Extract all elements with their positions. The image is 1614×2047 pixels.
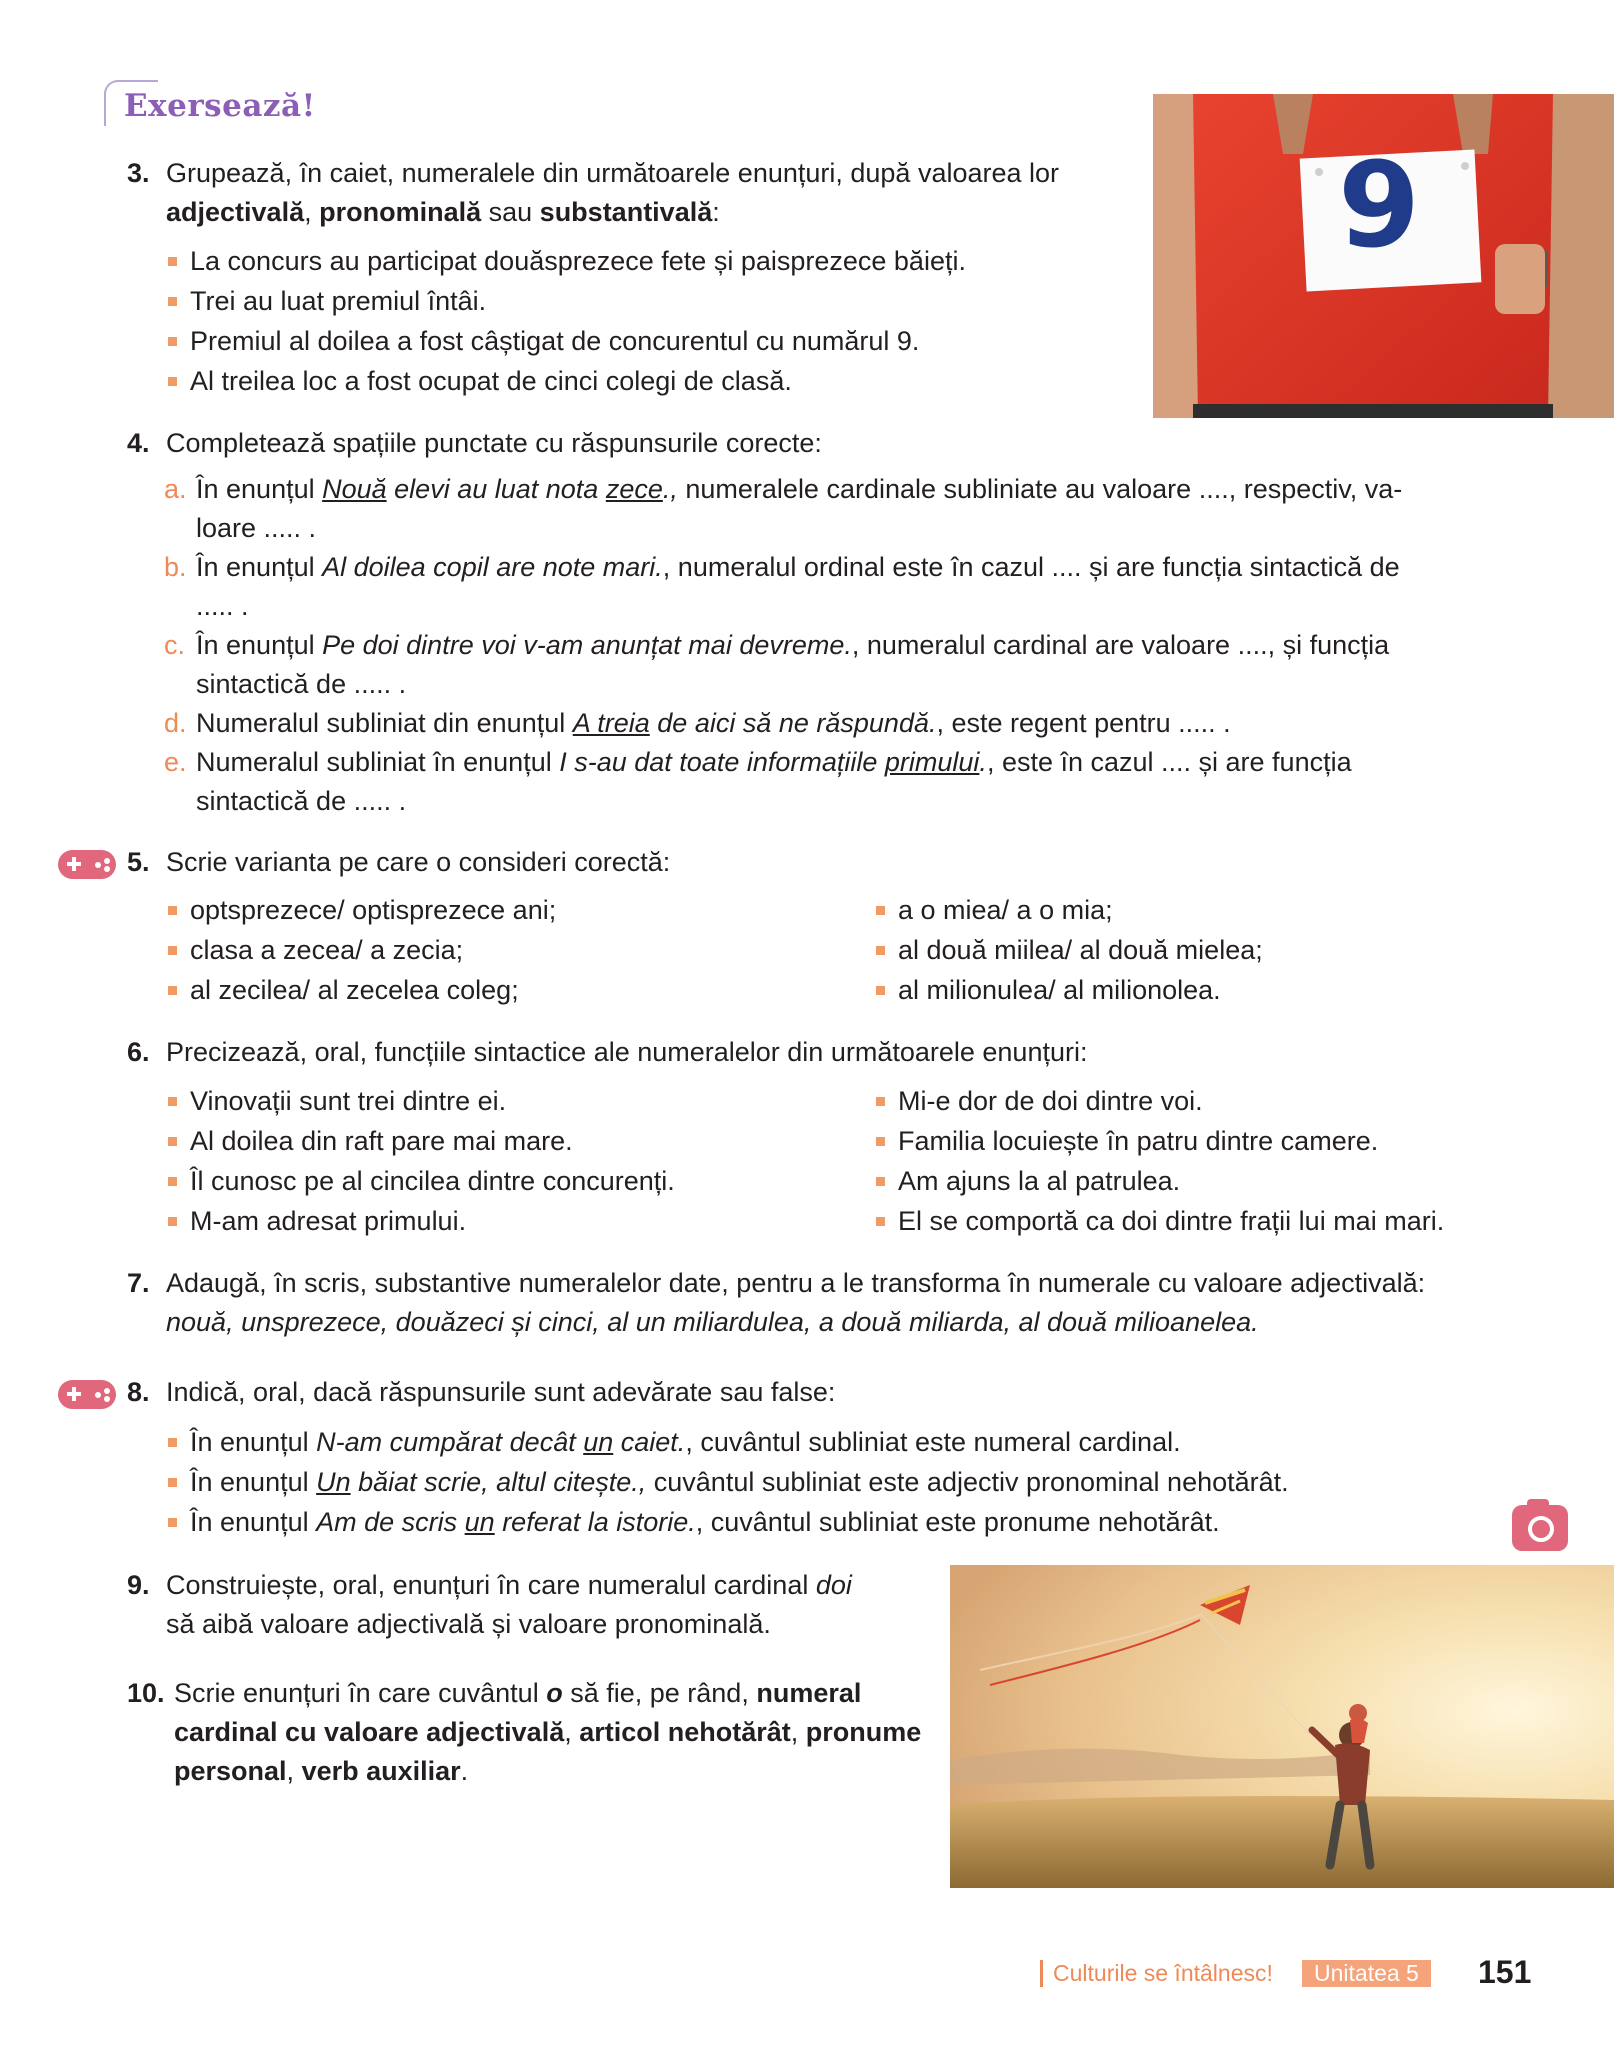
statement-list [166, 1422, 1289, 1542]
item-line: sintactică de ..... . [196, 786, 407, 816]
exercise-number: 9. [127, 1570, 150, 1600]
exercise-number: 4. [127, 428, 150, 458]
exercise-5-right-column [874, 890, 1263, 1010]
list-item: Al doilea din raft pare mai mare. [166, 1121, 675, 1161]
option-list [166, 890, 556, 1010]
item-letter: b. [164, 552, 187, 582]
instruction-line: Grupează, în caiet, numeralele din următoarele enunțuri, după valoarea lor [166, 158, 1060, 188]
race-bib-number: 9 [1338, 136, 1421, 274]
exercise-instruction: Precizează, oral, funcțiile sintactice ale numeralelor din următoarele enunțuri: [166, 1037, 1088, 1067]
exercise-5-left-column [166, 890, 556, 1010]
instruction-line: Adaugă, în scris, substantive numeralelor date, pentru a le transforma în numerale cu valoare adjectivală: [166, 1268, 1426, 1298]
instruction-line: personal, verb auxiliar. [174, 1756, 469, 1786]
sentence-list [874, 1081, 1444, 1241]
item-line: loare ..... . [196, 513, 317, 543]
game-controller-icon [58, 850, 116, 879]
section-heading: Exersează! [124, 88, 316, 124]
item-letter: d. [164, 708, 187, 738]
exercise-number: 10. [127, 1678, 165, 1708]
exercise-number: 7. [127, 1268, 150, 1298]
list-item: al zecilea/ al zecelea coleg; [166, 970, 556, 1010]
instruction-line: Scrie enunțuri în care cuvântul o să fie, pe rând, numeral [174, 1678, 862, 1708]
footer-unit-badge: Unitatea 5 [1302, 1960, 1431, 1987]
list-item: El se comportă ca doi dintre frații lui mai mari. [874, 1201, 1444, 1241]
exercise-number: 5. [127, 847, 150, 877]
list-item: al două miilea/ al două mielea; [874, 930, 1263, 970]
list-item: Premiul al doilea a fost câștigat de concurentul cu numărul 9. [166, 321, 966, 361]
list-item: La concurs au participat douăsprezece fete și paisprezece băieți. [166, 241, 966, 281]
list-item: Familia locuiește în patru dintre camere. [874, 1121, 1444, 1161]
exercise-6-right-column [874, 1081, 1444, 1241]
completion-item [164, 626, 1511, 704]
exercise-3-sentences [166, 241, 966, 401]
list-item: Îl cunosc pe al cincilea dintre concurenți. [166, 1161, 675, 1201]
exercise-number: 3. [127, 158, 150, 188]
list-item: Vinovații sunt trei dintre ei. [166, 1081, 675, 1121]
item-line: sintactică de ..... . [196, 669, 407, 699]
numeral-list: nouă, unsprezece, douăzeci și cinci, al un miliardulea, a două miliarda, al două milioanelea. [166, 1307, 1259, 1337]
list-item: Am ajuns la al patrulea. [874, 1161, 1444, 1201]
item-letter: c. [164, 630, 186, 660]
exercise-instruction [174, 1674, 921, 1791]
instruction-line: cardinal cu valoare adjectivală, articol nehotărât, pronume [174, 1717, 922, 1747]
exercise-instruction: Scrie varianta pe care o consideri corectă: [166, 847, 671, 877]
camera-icon [1512, 1505, 1568, 1551]
list-item: clasa a zecea/ a zecia; [166, 930, 556, 970]
page-number: 151 [1478, 1954, 1532, 1990]
instruction-line: să aibă valoare adjectivală și valoare pronominală. [166, 1609, 771, 1639]
game-controller-icon [58, 1380, 116, 1409]
list-item: În enunțul Am de scris un referat la istorie., cuvântul subliniat este pronume nehotărât. [166, 1502, 1289, 1542]
exercise-instruction [166, 1264, 1425, 1342]
list-item: M-am adresat primului. [166, 1201, 675, 1241]
exercise-number: 8. [127, 1377, 150, 1407]
list-item: a o miea/ a o mia; [874, 890, 1263, 930]
runner-photo [1153, 94, 1614, 418]
list-item: Trei au luat premiul întâi. [166, 281, 966, 321]
exercise-instruction: Completează spațiile punctate cu răspunsurile corecte: [166, 428, 822, 458]
item-letter: e. [164, 747, 187, 777]
item-line: ..... . [196, 591, 249, 621]
item-line: În enunțul Pe doi dintre voi v-am anunțat mai devreme., numeralul cardinal are valoare ...., și funcția [196, 630, 1390, 660]
completion-item [164, 470, 1511, 548]
list-item: Al treilea loc a fost ocupat de cinci colegi de clasă. [166, 361, 966, 401]
footer-divider [1040, 1960, 1043, 1987]
item-line: Numeralul subliniat din enunțul A treia de aici să ne răspundă., este regent pentru ..... . [196, 708, 1231, 738]
exercise-8-statements [166, 1422, 1289, 1542]
kite-photo [950, 1565, 1614, 1888]
item-line: În enunțul Al doilea copil are note mari., numeralul ordinal este în cazul .... și are funcția sintactică de [196, 552, 1400, 582]
option-list [874, 890, 1263, 1010]
completion-item [164, 548, 1511, 626]
exercise-instruction: Indică, oral, dacă răspunsurile sunt adevărate sau false: [166, 1377, 836, 1407]
sentence-list [166, 1081, 675, 1241]
item-line: Numeralul subliniat în enunțul I s-au dat toate informațiile primului., este în cazul .... și are funcția [196, 747, 1352, 777]
instruction-line: Construiește, oral, enunțuri în care numeralul cardinal doi [166, 1570, 852, 1600]
exercise-number: 6. [127, 1037, 150, 1067]
list-item: Mi-e dor de doi dintre voi. [874, 1081, 1444, 1121]
list-item: În enunțul N-am cumpărat decât un caiet., cuvântul subliniat este numeral cardinal. [166, 1422, 1289, 1462]
completion-item [164, 704, 1511, 743]
list-item: optsprezece/ optisprezece ani; [166, 890, 556, 930]
sentence-list [166, 241, 966, 401]
item-line: În enunțul Nouă elevi au luat nota zece., numeralele cardinale subliniate au valoare ...., respectiv, va- [196, 474, 1403, 504]
exercise-instruction [166, 154, 1059, 232]
exercise-6-left-column [166, 1081, 675, 1241]
instruction-line: adjectivală, pronominală sau substantivală: [166, 197, 720, 227]
exercise-4-items [164, 470, 1511, 821]
item-letter: a. [164, 474, 187, 504]
list-item: al milionulea/ al milionolea. [874, 970, 1263, 1010]
footer-unit-title: Culturile se întâlnesc! [1053, 1960, 1273, 1986]
completion-item [164, 743, 1511, 821]
exercise-instruction [166, 1566, 852, 1644]
list-item: În enunțul Un băiat scrie, altul citește., cuvântul subliniat este adjectiv pronominal nehotărât. [166, 1462, 1289, 1502]
